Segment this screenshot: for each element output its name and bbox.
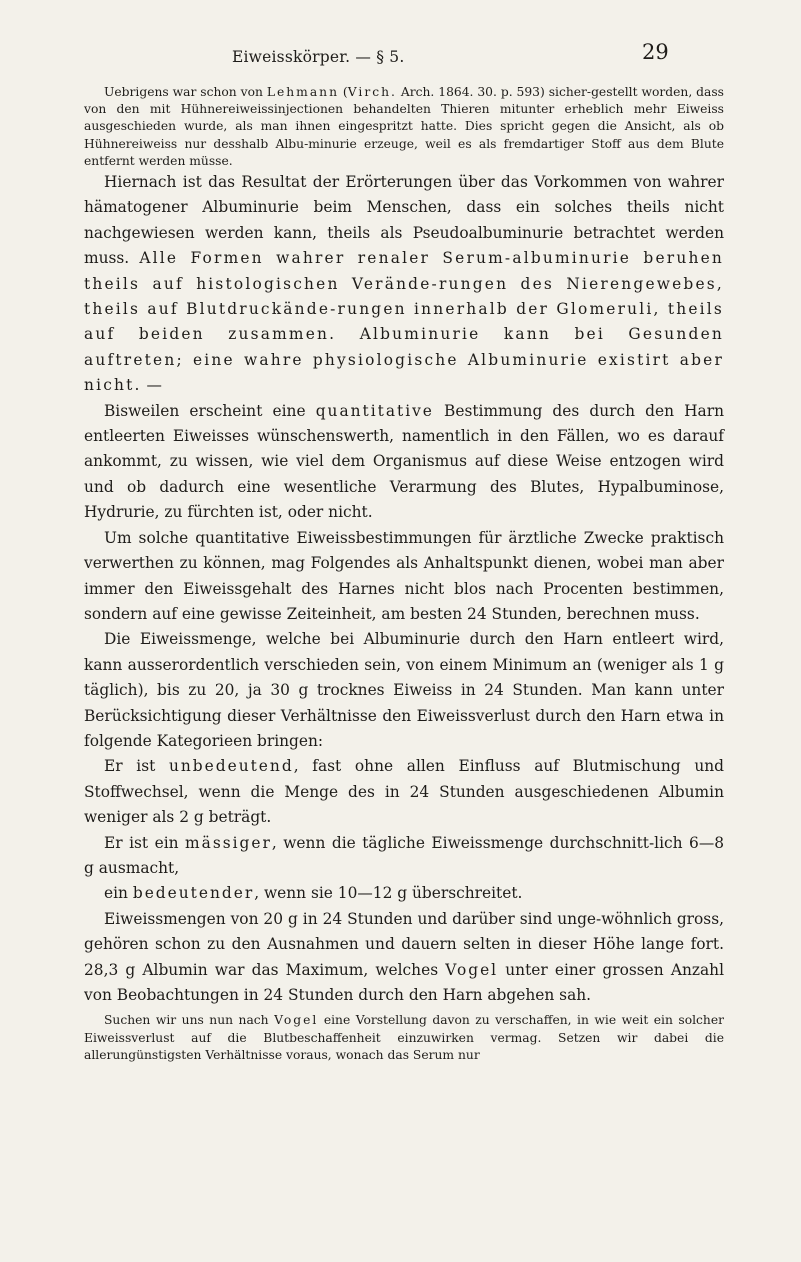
fn-text-2: eine Vorstellung davon zu verschaffen, in wie weit ein solcher Eiweissverlust auf die Blutbeschaffenheit einzuwirken vermag. Setzen wir dabei die allerungünstigsten Verhältnisse voraus, wonach das Serum nur — [84, 1013, 724, 1062]
amount-paragraph: Die Eiweissmenge, welche bei Albuminurie durch den Harn entleert wird, kann ausserordentlich verschieden sein, von einem Minimum an (weniger als 1 g täglich), bis zu 20, ja 30 g trocknes Eiweiss in 24 Stunden. Man kann unter Berücksichtigung dieser Verhältnisse den Eiweissverlust durch den Harn etwa in folgende Kategorieen bringen: — [84, 630, 724, 750]
cat3-post: , wenn sie 10—12 g überschreitet. — [254, 884, 523, 903]
conclusion-emphasis: Alle Formen wahrer renaler Serum-albuminurie beruhen theils auf histologischen Verände-rungen des Nierengewebes, theils auf Blutdruckände-rungen innerhalb der Glomeruli, theils auf beiden zusammen. Albuminurie kann bei Gesunden auftreten; eine wahre physiologische Albuminurie existirt aber nicht. — [84, 249, 724, 395]
intro-text-1: Uebrigens war schon von — [104, 85, 267, 99]
category-maessig — [84, 831, 724, 882]
conclusion-paragraph — [84, 170, 724, 399]
quant-text-2: Bestimmung des durch den Harn entleerten Eiweisses wünschenswerth, namentlich in den Fällen, wo es darauf ankommt, zu wissen, wie viel dem Organismus auf diese Weise entzogen wird und ob dadurch eine wesentliche Verarmung des Blutes, Hypalbuminose, Hydrurie, zu fürchten ist, oder nicht. — [84, 401, 724, 522]
cat2-pre: Er ist ein — [104, 833, 186, 852]
fn-author-vogel: Vogel — [274, 1013, 319, 1028]
max-text-2: unter einer grossen Anzahl von Beobachtungen in 24 Stunden durch den Harn abgehen sah. — [84, 960, 724, 1005]
intro-text-2: ( — [339, 85, 348, 99]
cat2-term: mässiger — [185, 833, 272, 852]
category-bedeutend — [84, 881, 724, 906]
intro-text-3: Arch. 1864. 30. p. 593) sicher-gestellt worden, dass von den mit Hühnereiweissinjectionen behandelten Thieren mitunter erheblich mehr Eiweiss ausgeschieden wurde, als man ihnen eingespritzt hatte. Dies spricht gegen die Ansicht, als ob Hühnereiweiss nur desshalb Albu-minurie erzeuge, weil es als fremdartiger Stoff aus dem Blute entfernt werden müsse. — [84, 85, 724, 168]
conclusion-text: Hiernach ist das Resultat der Erörterungen über das Vorkommen von wahrer hämatogener Albuminurie beim Menschen, dass ein solches theils nicht nachgewiesen werden kann, theils als Pseudoalbuminurie betrachtet werden muss. — [84, 173, 724, 268]
cat1-term: unbedeutend — [168, 757, 294, 776]
max-text-1: Eiweissmengen von 20 g in 24 Stunden und darüber sind unge-wöhnlich gross, gehören schon zu den Ausnahmen und dauern selten in dieser Höhe lange fort. 28,3 g Albumin war das Maximum, welches — [84, 909, 724, 979]
author-lehmann: Lehmann — [266, 85, 340, 99]
journal-virch: Virch. — [347, 85, 397, 99]
cat1-pre: Er ist — [104, 757, 169, 776]
maximum-paragraph — [84, 907, 724, 1009]
running-head: Eiweisskörper. — § 5. — [232, 48, 405, 66]
cat3-term: bedeutender — [132, 884, 255, 903]
category-unbedeutend — [84, 754, 724, 830]
conclusion-dash: — — [141, 376, 162, 395]
quantitative-paragraph — [84, 399, 724, 526]
cat3-pre: ein — [104, 884, 133, 903]
cat1-post: , fast ohne allen Einfluss auf Blutmischung und Stoffwechsel, wenn die Menge des in 24 Stunden ausgeschiedenen Albumin weniger als 2 g beträgt. — [84, 757, 724, 827]
cat2-post: , wenn die tägliche Eiweissmenge durchschnitt-lich 6—8 g ausmacht, — [84, 833, 724, 877]
practical-paragraph: Um solche quantitative Eiweissbestimmungen für ärztliche Zwecke praktisch verwerthen zu können, mag Folgendes als Anhaltspunkt dienen, wobei man aber immer den Eiweissgehalt des Harnes nicht blos nach Procenten bestimmen, sondern auf eine gewisse Zeiteinheit, am besten 24 Stunden, berechnen muss. — [84, 528, 724, 623]
intro-small-paragraph — [84, 84, 724, 170]
quant-emphasis: quantitative — [315, 401, 434, 420]
footnote-small-paragraph — [84, 1012, 724, 1064]
page-header — [0, 40, 801, 70]
page-body — [84, 84, 724, 1064]
quant-text-1: Bisweilen erscheint eine — [104, 401, 316, 420]
page-number: 29 — [642, 40, 669, 64]
author-vogel: Vogel — [445, 960, 499, 979]
fn-text-1: Suchen wir uns nun nach — [104, 1013, 275, 1028]
